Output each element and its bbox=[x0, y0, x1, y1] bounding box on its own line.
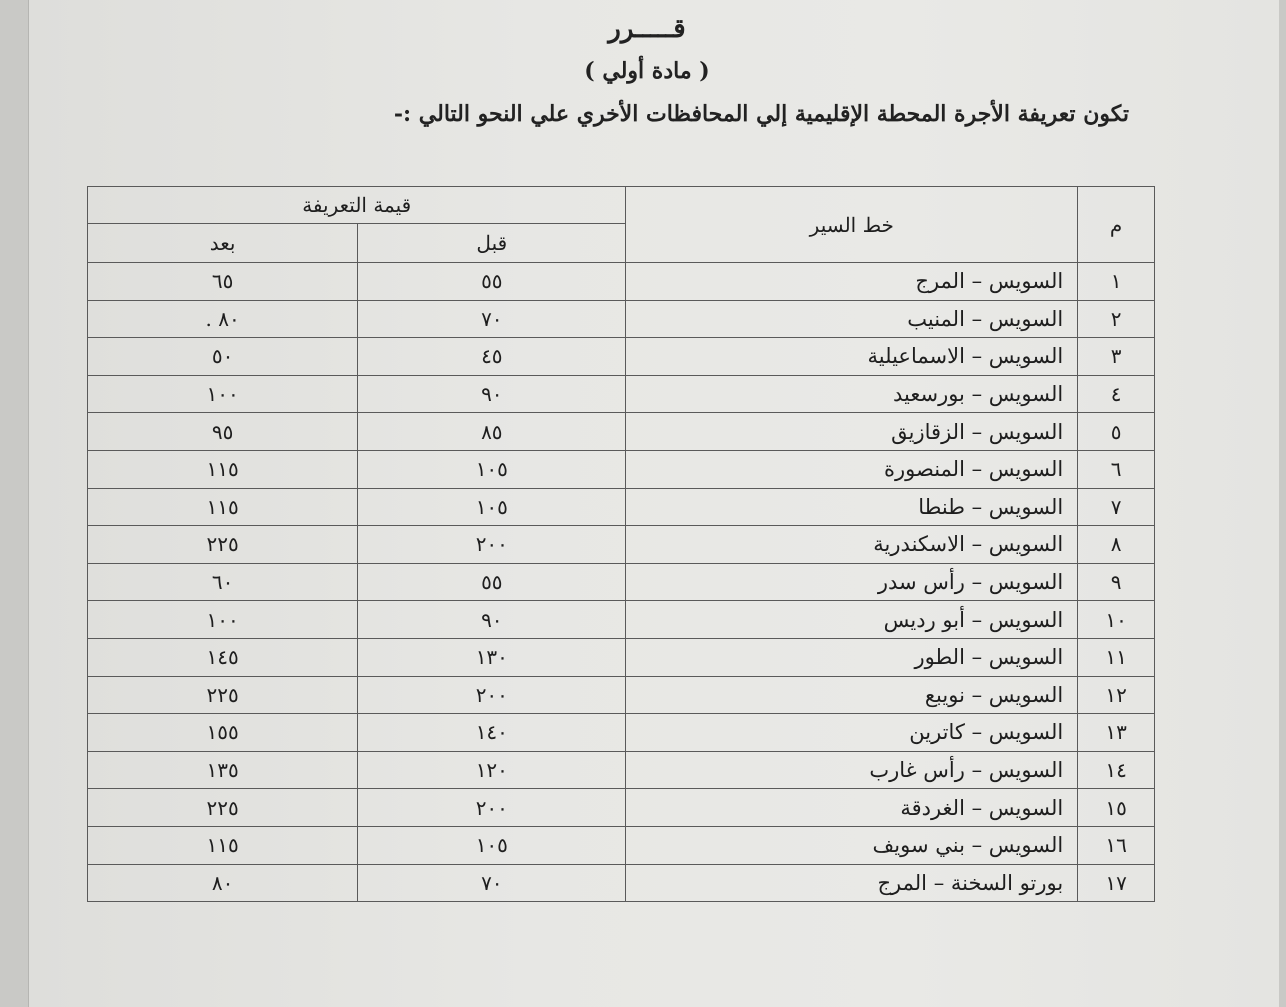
header-tariff-value: قيمة التعريفة bbox=[88, 187, 626, 224]
row-fare-after: ٨٠ bbox=[88, 864, 358, 902]
table-row bbox=[88, 864, 1155, 902]
row-index: ١٤ bbox=[1078, 751, 1155, 789]
row-index: ٩ bbox=[1078, 563, 1155, 601]
table-row bbox=[88, 413, 1155, 451]
row-fare-after: ٥٠ bbox=[88, 338, 358, 376]
row-fare-before: ١٤٠ bbox=[358, 714, 626, 752]
row-route: السويس – كاترين bbox=[626, 714, 1078, 752]
table-row bbox=[88, 338, 1155, 376]
row-route: السويس – الزقازيق bbox=[626, 413, 1078, 451]
row-route: السويس – الغردقة bbox=[626, 789, 1078, 827]
row-fare-before: ٩٠ bbox=[358, 601, 626, 639]
row-fare-before: ١٢٠ bbox=[358, 751, 626, 789]
row-fare-after: ١٠٠ bbox=[88, 601, 358, 639]
header-route: خط السير bbox=[626, 187, 1078, 263]
row-fare-before: ٩٠ bbox=[358, 375, 626, 413]
row-route: السويس – المنصورة bbox=[626, 450, 1078, 488]
row-fare-after: ١١٥ bbox=[88, 488, 358, 526]
row-fare-after: ١١٥ bbox=[88, 826, 358, 864]
row-fare-after: ١٠٠ bbox=[88, 375, 358, 413]
row-fare-after: ١١٥ bbox=[88, 450, 358, 488]
row-fare-before: ١٠٥ bbox=[358, 488, 626, 526]
row-index: ٦ bbox=[1078, 450, 1155, 488]
row-index: ١١ bbox=[1078, 638, 1155, 676]
row-fare-before: ١٠٥ bbox=[358, 826, 626, 864]
row-route: السويس – الاسكندرية bbox=[626, 526, 1078, 564]
row-fare-after: ٢٢٥ bbox=[88, 676, 358, 714]
row-index: ٤ bbox=[1078, 375, 1155, 413]
tariff-table-body bbox=[88, 263, 1155, 902]
row-fare-after: ٦٥ bbox=[88, 263, 358, 301]
row-fare-before: ٤٥ bbox=[358, 338, 626, 376]
row-fare-before: ١٣٠ bbox=[358, 638, 626, 676]
row-index: ٥ bbox=[1078, 413, 1155, 451]
row-route: السويس – المرج bbox=[626, 263, 1078, 301]
row-fare-after: ٨٠ . bbox=[88, 300, 358, 338]
header-before: قبل bbox=[358, 224, 626, 263]
table-row bbox=[88, 263, 1155, 301]
table-row bbox=[88, 676, 1155, 714]
row-route: السويس – الاسماعيلية bbox=[626, 338, 1078, 376]
table-row bbox=[88, 526, 1155, 564]
intro-text: تكون تعريفة الأجرة المحطة الإقليمية إلي المحافظات الأخري علي النحو التالي :- bbox=[393, 101, 1129, 127]
table-row bbox=[88, 751, 1155, 789]
row-index: ٢ bbox=[1078, 300, 1155, 338]
row-route: بورتو السخنة – المرج bbox=[626, 864, 1078, 902]
row-fare-before: ١٠٥ bbox=[358, 450, 626, 488]
row-index: ٨ bbox=[1078, 526, 1155, 564]
row-fare-before: ٧٠ bbox=[358, 300, 626, 338]
row-index: ١ bbox=[1078, 263, 1155, 301]
row-fare-after: ٢٢٥ bbox=[88, 789, 358, 827]
table-row bbox=[88, 488, 1155, 526]
row-fare-before: ٢٠٠ bbox=[358, 526, 626, 564]
table-row bbox=[88, 563, 1155, 601]
row-fare-after: ٦٠ bbox=[88, 563, 358, 601]
header-after: بعد bbox=[88, 224, 358, 263]
table-row bbox=[88, 450, 1155, 488]
tariff-table bbox=[87, 186, 1155, 902]
table-row bbox=[88, 375, 1155, 413]
header-index: م bbox=[1078, 187, 1155, 263]
row-fare-before: ٢٠٠ bbox=[358, 676, 626, 714]
row-fare-before: ٥٥ bbox=[358, 563, 626, 601]
table-row bbox=[88, 826, 1155, 864]
row-index: ١٥ bbox=[1078, 789, 1155, 827]
table-row bbox=[88, 638, 1155, 676]
row-route: السويس – المنيب bbox=[626, 300, 1078, 338]
row-fare-after: ١٤٥ bbox=[88, 638, 358, 676]
row-route: السويس – بورسعيد bbox=[626, 375, 1078, 413]
row-route: السويس – رأس سدر bbox=[626, 563, 1078, 601]
row-fare-after: ١٥٥ bbox=[88, 714, 358, 752]
row-fare-before: ٢٠٠ bbox=[358, 789, 626, 827]
row-index: ١٠ bbox=[1078, 601, 1155, 639]
row-route: السويس – الطور bbox=[626, 638, 1078, 676]
row-fare-before: ٥٥ bbox=[358, 263, 626, 301]
row-fare-after: ٢٢٥ bbox=[88, 526, 358, 564]
row-route: السويس – طنطا bbox=[626, 488, 1078, 526]
row-fare-before: ٧٠ bbox=[358, 864, 626, 902]
row-index: ١٣ bbox=[1078, 714, 1155, 752]
article-heading: ( مادة أولي ) bbox=[584, 58, 710, 84]
table-row bbox=[88, 300, 1155, 338]
document-title: قـــــرر bbox=[608, 14, 686, 44]
row-index: ٣ bbox=[1078, 338, 1155, 376]
row-route: السويس – رأس غارب bbox=[626, 751, 1078, 789]
row-fare-after: ٩٥ bbox=[88, 413, 358, 451]
row-route: السويس – بني سويف bbox=[626, 826, 1078, 864]
table-row bbox=[88, 789, 1155, 827]
row-fare-after: ١٣٥ bbox=[88, 751, 358, 789]
row-index: ٧ bbox=[1078, 488, 1155, 526]
row-index: ١٢ bbox=[1078, 676, 1155, 714]
table-row bbox=[88, 714, 1155, 752]
table-row bbox=[88, 601, 1155, 639]
row-index: ١٦ bbox=[1078, 826, 1155, 864]
row-index: ١٧ bbox=[1078, 864, 1155, 902]
row-route: السويس – أبو رديس bbox=[626, 601, 1078, 639]
row-fare-before: ٨٥ bbox=[358, 413, 626, 451]
row-route: السويس – نويبع bbox=[626, 676, 1078, 714]
